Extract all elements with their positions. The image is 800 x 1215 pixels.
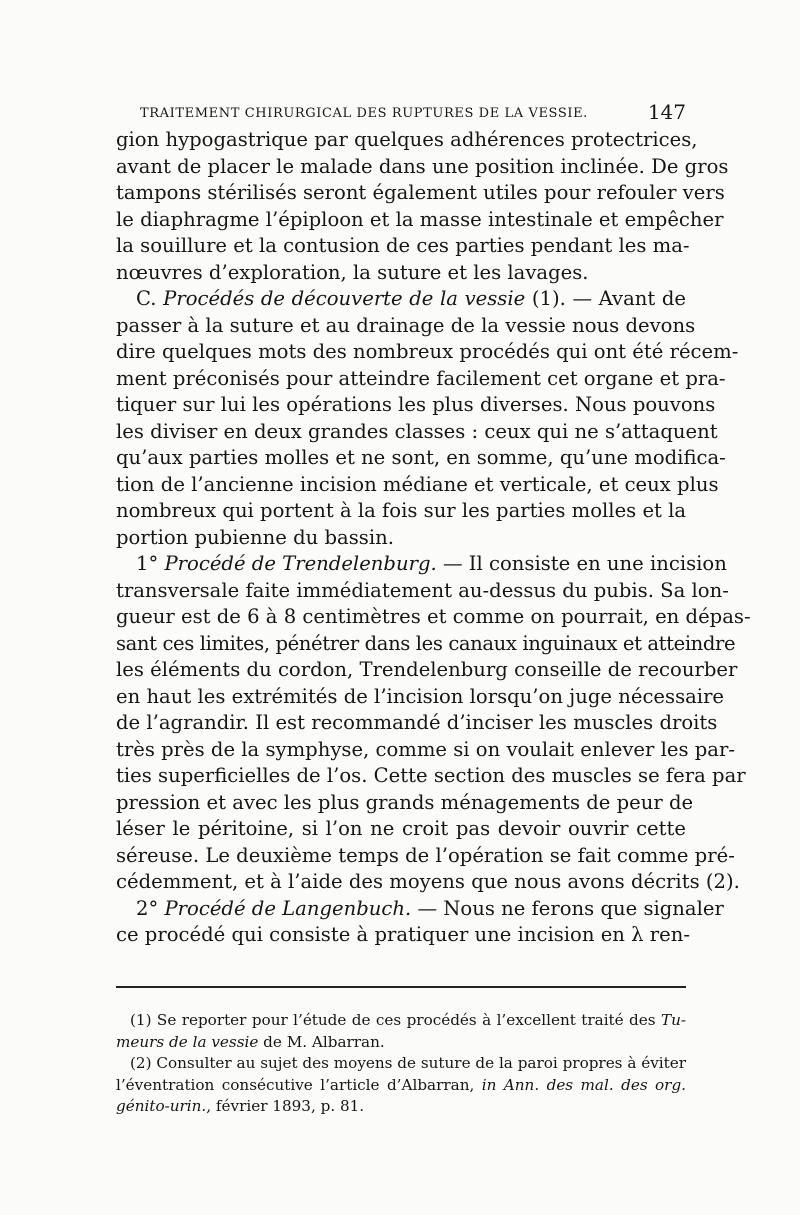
text-line: les diviser en deux grandes classes : ceux qui ne s’attaquent bbox=[116, 419, 718, 443]
text-line: séreuse. Le deuxième temps de l’opération se fait comme pré- bbox=[116, 843, 735, 867]
section-lead: C. bbox=[136, 287, 157, 310]
section-heading-line bbox=[116, 896, 724, 923]
text-line: ment préconisés pour atteindre facilement cet organe et pra- bbox=[116, 366, 726, 390]
section-heading: Procédé de Langenbuch. bbox=[164, 896, 412, 920]
text-line: qu’aux parties molles et ne sont, en somme, qu’une modifica- bbox=[116, 446, 726, 469]
text-line: le diaphragme l’épiploon et la masse intestinale et empêcher bbox=[116, 207, 724, 231]
footnote-2-line bbox=[116, 1075, 686, 1097]
text-line: léser le péritoine, si l’on ne croit pas devoir ouvrir cette bbox=[116, 817, 686, 840]
footnote-text: l’éventration consécutive l’article d’Albarran, bbox=[116, 1075, 482, 1094]
section-heading: Procédés de découverte de la vessie bbox=[163, 287, 526, 310]
text-line: de l’agrandir. Il est recommandé d’inciser les muscles droits bbox=[116, 711, 718, 734]
text-line: très près de la symphyse, comme si on voulait enlever les par- bbox=[116, 737, 735, 761]
footnote-ref: (1). bbox=[531, 287, 566, 310]
text-line: sant ces limites, pénétrer dans les canaux inguinaux et atteindre bbox=[116, 631, 736, 655]
text-line: tampons stérilisés seront également utiles pour refouler vers bbox=[116, 181, 725, 204]
heading-line-rest: — Nous ne ferons que signaler bbox=[417, 896, 724, 920]
main-text bbox=[116, 127, 751, 949]
text-line: portion pubienne du bassin. bbox=[116, 525, 394, 549]
footnote-text: (1) Se reporter pour l’étude de ces procédés à l’excellent traité des bbox=[130, 1011, 661, 1029]
text-line: gueur est de 6 à 8 centimètres et comme on pourrait, en dépas- bbox=[116, 605, 751, 628]
section-heading: Procédé de Trendelenburg. bbox=[164, 552, 437, 575]
text-line: la souillure et la contusion de ces parties pendant les ma- bbox=[116, 234, 690, 257]
footnote-text: , février 1893, p. 81. bbox=[206, 1097, 365, 1115]
section-heading-line bbox=[116, 286, 686, 313]
footnote-1-line bbox=[116, 1010, 686, 1032]
text-line: tion de l’ancienne incision médiane et verticale, et ceux plus bbox=[116, 472, 719, 496]
footnote-italic: génito-urin. bbox=[116, 1097, 207, 1115]
text-line: ties superficielles de l’os. Cette section des muscles se fera par bbox=[116, 764, 746, 787]
footnote-italic: Tu- bbox=[660, 1011, 686, 1029]
text-line: pression et avec les plus grands ménagements de peur de bbox=[116, 790, 694, 814]
text-line: nombreux qui portent à la fois sur les parties molles et la bbox=[116, 499, 687, 522]
footnotes bbox=[116, 1010, 686, 1118]
section-lead: 1° bbox=[136, 552, 165, 575]
section-heading-line bbox=[116, 551, 727, 578]
heading-line-rest: — Il consiste en une incision bbox=[442, 552, 727, 575]
page-number: 147 bbox=[647, 100, 686, 124]
footnote-2-line bbox=[116, 1096, 686, 1118]
footnote-1-line bbox=[116, 1032, 686, 1054]
footnote-italic: in Ann. des mal. des org. bbox=[481, 1075, 686, 1094]
text-line: cédemment, et à l’aide des moyens que nous avons décrits (2). bbox=[116, 870, 740, 893]
text-line: en haut les extrémités de l’incision lorsqu’on juge nécessaire bbox=[116, 684, 725, 708]
section-lead: 2° bbox=[136, 896, 165, 920]
text-line: les éléments du cordon, Trendelenburg conseille de recourber bbox=[116, 658, 738, 681]
text-line: ce procédé qui consiste à pratiquer une incision en λ ren- bbox=[116, 923, 690, 946]
text-line: gion hypogastrique par quelques adhérences protectrices, bbox=[116, 128, 698, 151]
running-header bbox=[140, 100, 686, 126]
text-line: transversale faite immédiatement au-dessus du pubis. Sa lon- bbox=[116, 578, 729, 602]
footnote-text: de M. Albarran. bbox=[258, 1032, 385, 1051]
footnote-separator bbox=[116, 986, 686, 988]
heading-line-rest: — Avant de bbox=[572, 287, 687, 310]
text-line: dire quelques mots des nombreux procédés qui ont été récem- bbox=[116, 340, 739, 363]
running-title: TRAITEMENT CHIRURGICAL DES RUPTURES DE LA VESSIE. bbox=[140, 106, 588, 121]
text-line: tiquer sur lui les opérations les plus diverses. Nous pouvons bbox=[116, 393, 716, 416]
footnote-2-line: (2) Consulter au sujet des moyens de suture de la paroi propres à éviter bbox=[130, 1054, 686, 1072]
footnote-italic: meurs de la vessie bbox=[116, 1032, 259, 1051]
text-line: passer à la suture et au drainage de la vessie nous devons bbox=[116, 313, 696, 337]
text-line: avant de placer le malade dans une position inclinée. De gros bbox=[116, 154, 729, 178]
text-line: nœuvres d’exploration, la suture et les lavages. bbox=[116, 260, 589, 284]
